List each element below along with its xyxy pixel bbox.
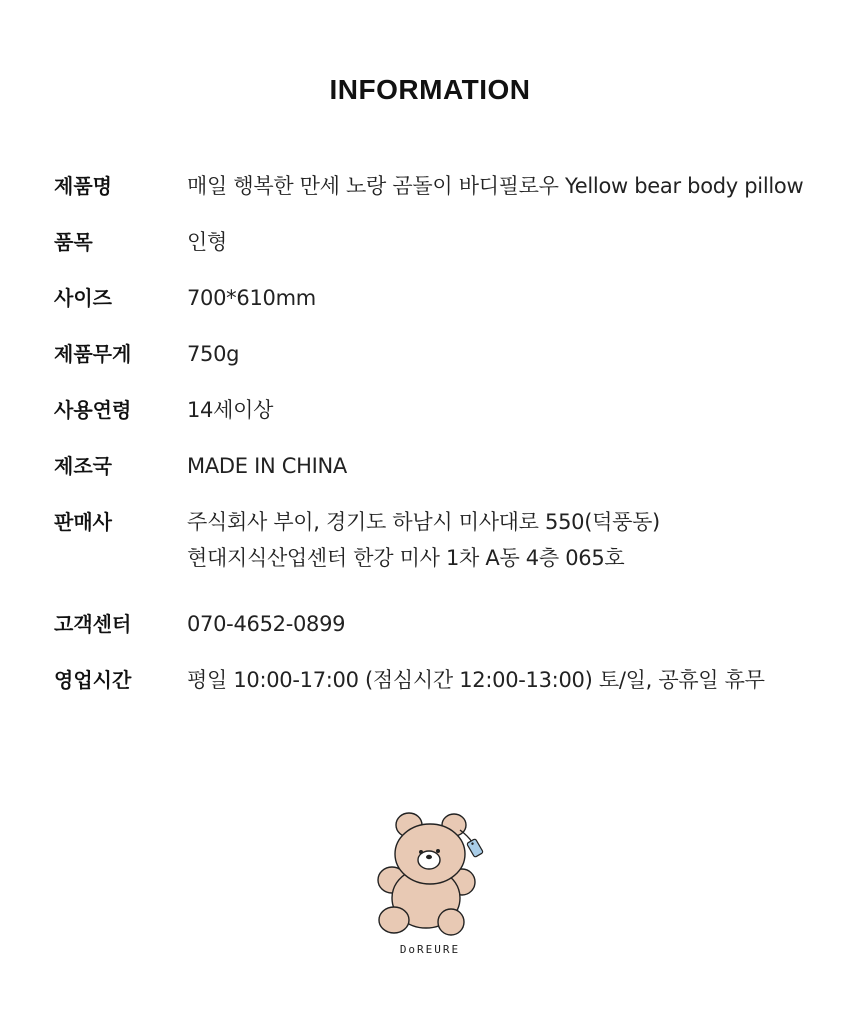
info-row-customer-center <box>54 610 844 639</box>
info-value: 14세이상 <box>187 398 274 422</box>
info-label: 판매사 <box>54 510 112 534</box>
info-value <box>187 508 660 573</box>
info-value: 070-4652-0899 <box>187 612 346 636</box>
info-label: 제품명 <box>54 174 112 198</box>
info-row-age <box>54 396 844 425</box>
info-value: 매일 행복한 만세 노랑 곰돌이 바디필로우 Yellow bear body pillow <box>187 174 804 198</box>
seller-line: 주식회사 부이, 경기도 하남시 미사대로 550(덕풍동) <box>187 510 660 534</box>
info-value: 750g <box>187 342 240 366</box>
brand-name: DoREURE <box>399 943 461 956</box>
info-label: 영업시간 <box>54 668 132 692</box>
info-row-seller <box>54 508 844 573</box>
info-row-weight <box>54 340 844 369</box>
info-label: 고객센터 <box>54 612 132 636</box>
info-table <box>54 172 844 722</box>
info-label: 제품무게 <box>54 342 132 366</box>
info-row-product-name <box>54 172 844 201</box>
info-row-category <box>54 228 844 257</box>
info-label: 사이즈 <box>54 286 112 310</box>
info-value: 700*610mm <box>187 286 316 310</box>
page-title: INFORMATION <box>329 74 531 105</box>
info-row-origin <box>54 452 844 481</box>
info-row-size <box>54 284 844 313</box>
seller-line: 현대지식산업센터 한강 미사 1차 A동 4층 065호 <box>187 546 625 570</box>
info-label: 사용연령 <box>54 398 132 422</box>
bear-icon <box>372 808 488 940</box>
info-label: 제조국 <box>54 454 112 478</box>
info-row-business-hours <box>54 666 844 695</box>
info-label: 품목 <box>54 230 93 254</box>
brand-logo <box>372 808 488 960</box>
info-value: 평일 10:00-17:00 (점심시간 12:00-13:00) 토/일, 공휴일 휴무 <box>187 668 765 692</box>
info-value: 인형 <box>187 230 227 254</box>
info-value: MADE IN CHINA <box>187 454 347 478</box>
